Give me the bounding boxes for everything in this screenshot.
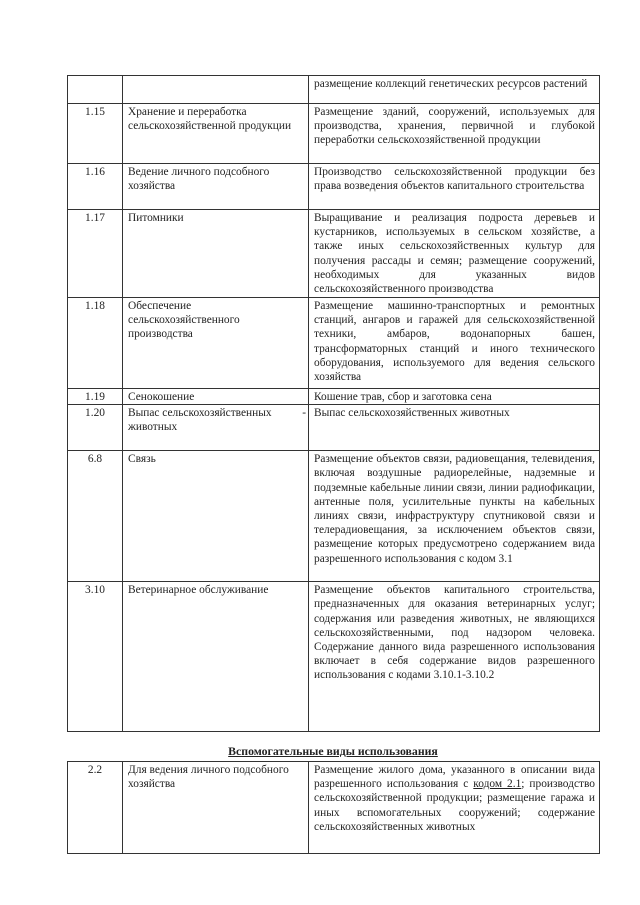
row-description: Выращивание и реализация подроста деревьев и кустарников, используемых в сельском хозяйстве, а также иных сельскохозяйственных культур для получения рассады и семян; размещение сооружений, необходимых для указанных видов сельскохозяйственного производства (309, 210, 600, 298)
row-code: 2.2 (68, 762, 123, 854)
section-title: Вспомогательные виды использования (228, 744, 438, 758)
row-name: Сенокошение (123, 389, 309, 405)
row-description: Размещение объектов связи, радиовещания, телевидения, включая воздушные радиорелейные, надземные и подземные кабельные линии связи, линии радиофикации, антенные поля, усилительные пункты на кабельных линиях связи, инфраструктуру спутниковой связи и телерадиовещания, за исключением объектов связи, размещение которых предусмотрено содержанием вида разрешенного использования с кодом 3.1 (309, 451, 600, 582)
row-code: 1.19 (68, 389, 123, 405)
row-description: Размещение зданий, сооружений, используемых для производства, хранения, первичной и глубокой переработки сельскохозяйственной продукции (309, 104, 600, 164)
table-row (68, 582, 600, 732)
row-description: Выпас сельскохозяйственных животных (309, 405, 600, 451)
row-code: 3.10 (68, 582, 123, 732)
table-row (68, 104, 600, 164)
table-row (68, 298, 600, 389)
row-description: Производство сельскохозяйственной продукции без права возведения объектов капитального строительства (309, 164, 600, 210)
row-description (309, 762, 600, 854)
row-name: Хранение и переработка сельскохозяйственной продукции (123, 104, 309, 164)
row-code (68, 76, 123, 104)
row-description: Размещение объектов капитального строительства, предназначенных для оказания ветеринарных услуг; содержания или разведения животных, не являющихся сельскохозяйственными, под надзором человека. Содержание данного вида разрешенного использования включает в себя содержание видов разрешенного использования с кодами 3.10.1-3.10.2 (309, 582, 600, 732)
table-row (68, 405, 600, 451)
row-name: Питомники (123, 210, 309, 298)
row-name (123, 76, 309, 104)
desc-text: ; производство сельскохозяйственной продукции; размещение гаража и иных вспомогательных сооружений; содержание сельскохозяйственных животных (314, 778, 596, 833)
row-code: 6.8 (68, 451, 123, 582)
table-row (68, 451, 600, 582)
dash-mark: - (302, 407, 306, 420)
row-code: 1.16 (68, 164, 123, 210)
row-name: Обеспечение сельскохозяйственного производства (123, 298, 309, 389)
auxiliary-use-table (67, 761, 600, 854)
land-use-table (67, 75, 600, 732)
row-code: 1.15 (68, 104, 123, 164)
table-row (68, 76, 600, 104)
row-code: 1.18 (68, 298, 123, 389)
row-name: Ветеринарное обслуживание (123, 582, 309, 732)
row-name (123, 405, 309, 451)
row-description: Размещение машинно-транспортных и ремонтных станций, ангаров и гаражей для сельскохозяйственной техники, амбаров, водонапорных башен, трансформаторных станций и иного технического оборудования, используемого для ведения сельского хозяйства (309, 298, 600, 389)
table-row (68, 762, 600, 854)
row-name: Ведение личного подсобного хозяйства (123, 164, 309, 210)
row-code: 1.17 (68, 210, 123, 298)
row-description: размещение коллекций генетических ресурсов растений (309, 76, 600, 104)
desc-text: Размещение жилого дома, указанного в описании вида разрешенного использования с (314, 764, 595, 791)
table-row (68, 164, 600, 210)
table-row (68, 389, 600, 405)
row-description: Кошение трав, сбор и заготовка сена (309, 389, 600, 405)
table-row (68, 210, 600, 298)
row-name: Для ведения личного подсобного хозяйства (123, 762, 309, 854)
row-code: 1.20 (68, 405, 123, 451)
row-name-text: Выпас сельскохозяйственных животных (128, 407, 272, 434)
row-name: Связь (123, 451, 309, 582)
code-reference-link[interactable]: кодом 2.1 (473, 778, 522, 791)
